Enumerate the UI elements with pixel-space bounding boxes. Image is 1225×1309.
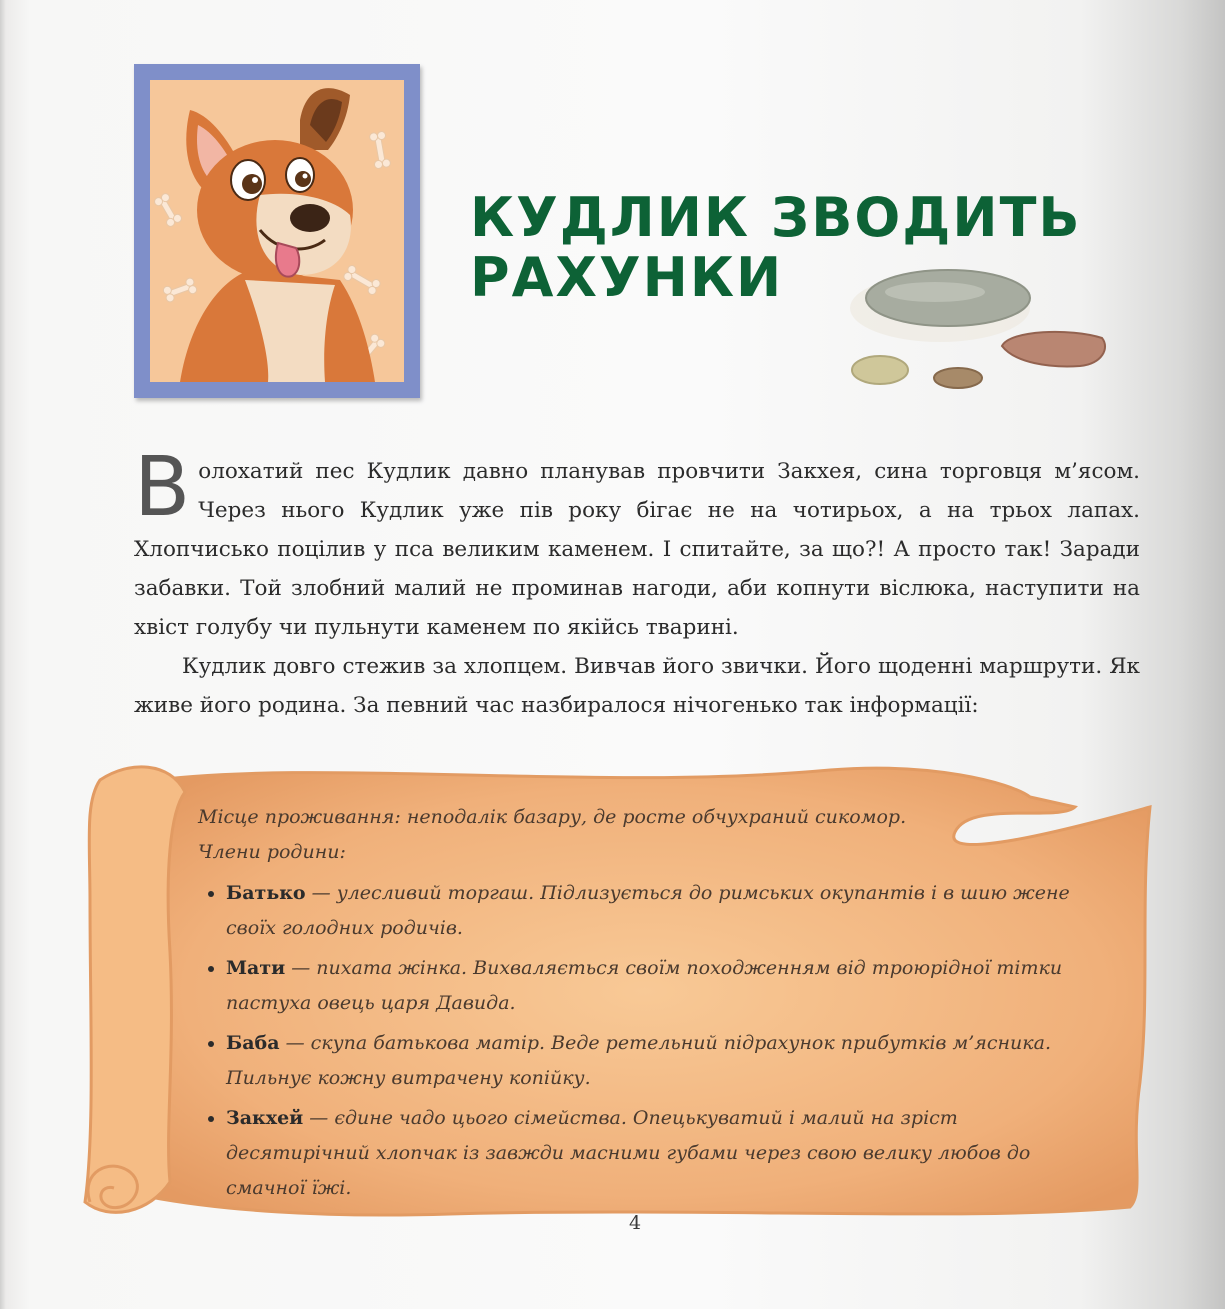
family-label: Члени родини: [198,841,346,863]
member-desc: — єдине чадо цього сімейства. Опецькуватий і малий на зріст десятирічний хлопчак із завжди масними губами через свою велику любов до смачної їжі. [226,1107,1031,1199]
dog-illustration [150,80,404,382]
paragraph-2: Кудлик довго стежив за хлопцем. Вивчав його звички. Його щоденні маршрути. Як живе його родина. За певний час назбиралося нічогенько так інформації: [134,654,1140,718]
main-text [134,440,1140,725]
list-item [226,951,1098,1021]
list-item [226,876,1098,946]
paragraph-1-text: олохатий пес Кудлик давно планував провчити Закхея, сина торговця м’ясом. Через нього Кудлик уже пів року бігає не на чотирьох, а на трьох лапах. Хлопчисько поцілив у пса великим каменем. І спитайте, за що?! А просто так! Заради забавки. Той злобний малий не проминав нагоди, аби копнути віслюка, наступити на хвіст голубу чи пульнути каменем по якійсь тварині. [134,459,1140,640]
scroll-text [198,800,1098,1211]
member-desc: — пихата жінка. Вихваляється своїм походженням від троюрідної тітки пастуха овець царя Давида. [226,957,1063,1014]
member-name: Баба [226,1032,280,1054]
page-number: 4 [628,1212,642,1234]
member-name: Батько [226,882,306,904]
dog-portrait [150,80,404,382]
list-item [226,1101,1098,1206]
residence-line: Місце проживання: неподалік базару, де росте обчухраний сикомор. [198,806,907,828]
list-item [226,1026,1098,1096]
chapter-title-line2: РАХУНКИ [470,246,784,309]
stones-illustration [840,268,1115,408]
drop-cap: В [134,440,191,535]
member-desc: — скупа батькова матір. Веде ретельний підрахунок прибутків м’ясника. Пильнує кожну витрачену копійку. [226,1032,1051,1089]
dog-portrait-frame [134,64,420,398]
chapter-title-line1: КУДЛИК ЗВОДИТЬ [470,186,1082,249]
member-desc: — улесливий торгаш. Підлизується до римських окупантів і в шию жене своїх голодних родичів. [226,882,1070,939]
member-name: Закхей [226,1107,304,1129]
paragraph-1 [134,440,1140,647]
member-name: Мати [226,957,286,979]
family-list [198,876,1098,1206]
